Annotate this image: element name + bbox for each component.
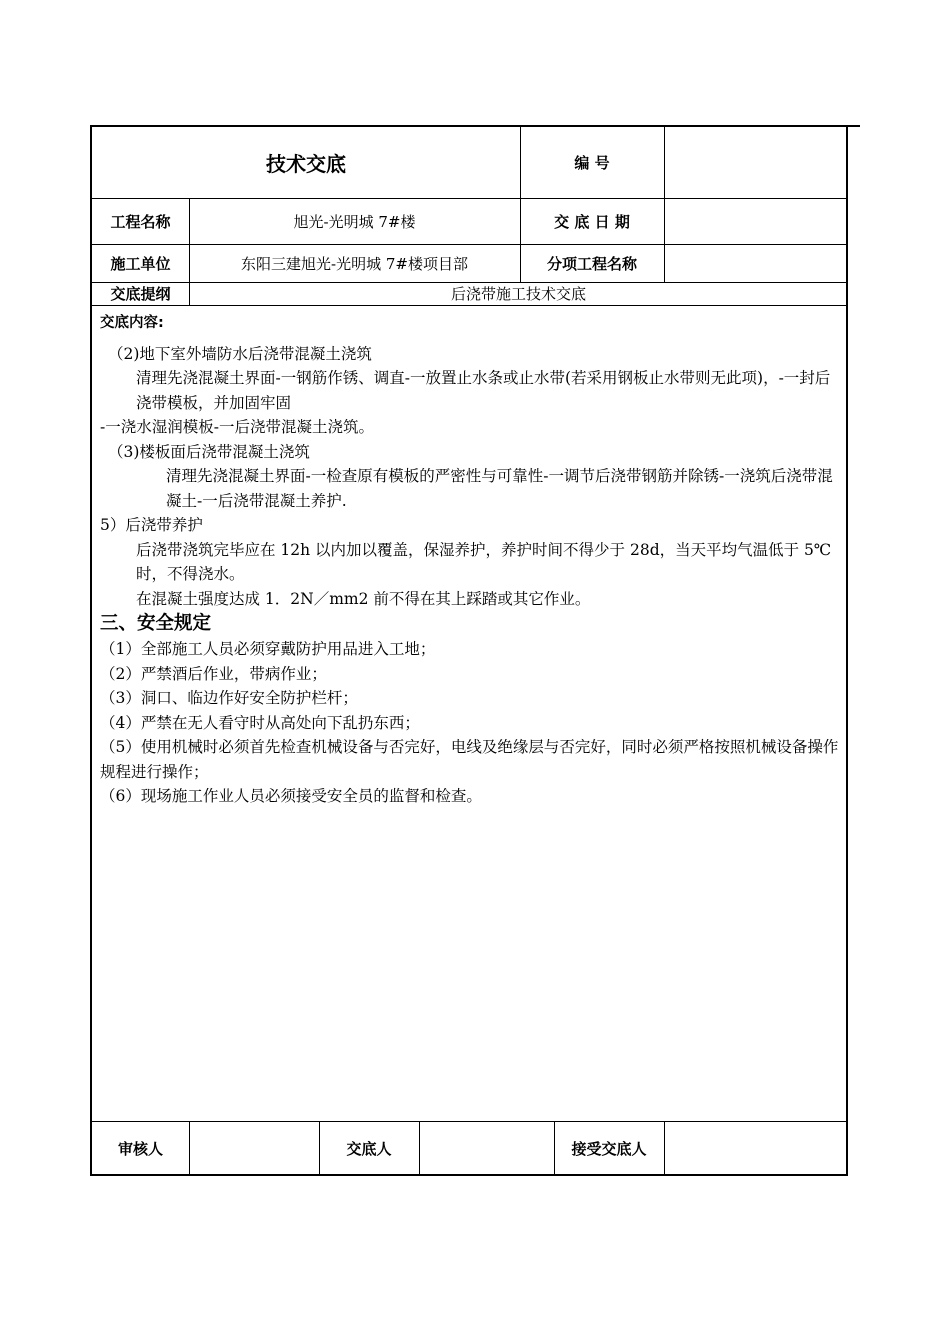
subproject-value[interactable] <box>664 244 848 282</box>
content-line: 后浇带浇筑完毕应在 12h 以内加以覆盖，保湿养护，养护时间不得少于 28d，当天平均气温低于 5℃时，不得浇水。 <box>136 540 832 583</box>
reviewer-value[interactable] <box>189 1121 319 1176</box>
content-line: 清理先浇混凝土界面-一钢筋作锈、调直-一放置止水条或止水带(若采用钢板止水带则无此项)，-一封后浇带模板，并加固牢固 <box>136 369 831 412</box>
project-value: 旭光-光明城 7#楼 <box>293 212 416 231</box>
content-line: 清理先浇混凝土界面-一检查原有模板的严密性与可靠性-一调节后浇带钢筋并除锈-一浇筑后浇带混凝土-一后浇带混凝土养护. <box>166 467 833 510</box>
discloser-label: 交底人 <box>346 1140 392 1158</box>
unit-label: 施工单位 <box>110 254 171 273</box>
content-line: （2)地下室外墙防水后浇带混凝土浇筑 <box>108 344 372 363</box>
rule-line: （1）全部施工人员必须穿戴防护用品进入工地； <box>100 640 436 658</box>
reviewer-label: 审核人 <box>117 1140 163 1158</box>
rule-line: （3）洞口、临边作好安全防护栏杆； <box>100 689 358 707</box>
content-line: -一浇水湿润模板-一后浇带混凝土浇筑。 <box>100 418 374 436</box>
outline-label: 交底提纲 <box>110 285 171 303</box>
outline-value: 后浇带施工技术交底 <box>450 285 586 303</box>
subproject-label: 分项工程名称 <box>546 254 637 273</box>
rule-line: （6）现场施工作业人员必须接受安全员的监督和检查。 <box>100 787 482 805</box>
date-label: 交 底 日 期 <box>554 212 630 231</box>
disclosure-form <box>90 125 848 1176</box>
rule-row3 <box>92 305 846 306</box>
rule-line: （4）严禁在无人看守时从高处向下乱扔东西； <box>100 713 420 732</box>
project-label: 工程名称 <box>110 212 171 231</box>
receiver-label: 接受交底人 <box>571 1140 647 1158</box>
rule-line: （2）严禁酒后作业，带病作业； <box>100 664 327 683</box>
unit-value: 东阳三建旭光-光明城 7#楼项目部 <box>241 254 468 273</box>
discloser-value[interactable] <box>419 1121 554 1176</box>
content-line: 在混凝土强度达成 1．2N／mm2 前不得在其上踩踏或其它作业。 <box>136 589 591 608</box>
content-line: 5）后浇带养护 <box>100 516 203 534</box>
rule-line: （5）使用机械时必须首先检查机械设备与否完好，电线及绝缘层与否完好，同时必须严格按照机械设备操作规程进行操作； <box>100 738 839 781</box>
number-value[interactable] <box>664 127 848 198</box>
number-label: 编 号 <box>574 154 610 172</box>
section-title: 三、安全规定 <box>100 613 212 634</box>
receiver-value[interactable] <box>664 1121 848 1176</box>
corner-mark <box>848 125 860 127</box>
form-title: 技术交底 <box>266 152 346 176</box>
date-value[interactable] <box>664 198 848 244</box>
content-line: （3)楼板面后浇带混凝土浇筑 <box>108 442 310 461</box>
disclosure-content <box>100 311 842 809</box>
content-label: 交底内容: <box>100 315 164 331</box>
